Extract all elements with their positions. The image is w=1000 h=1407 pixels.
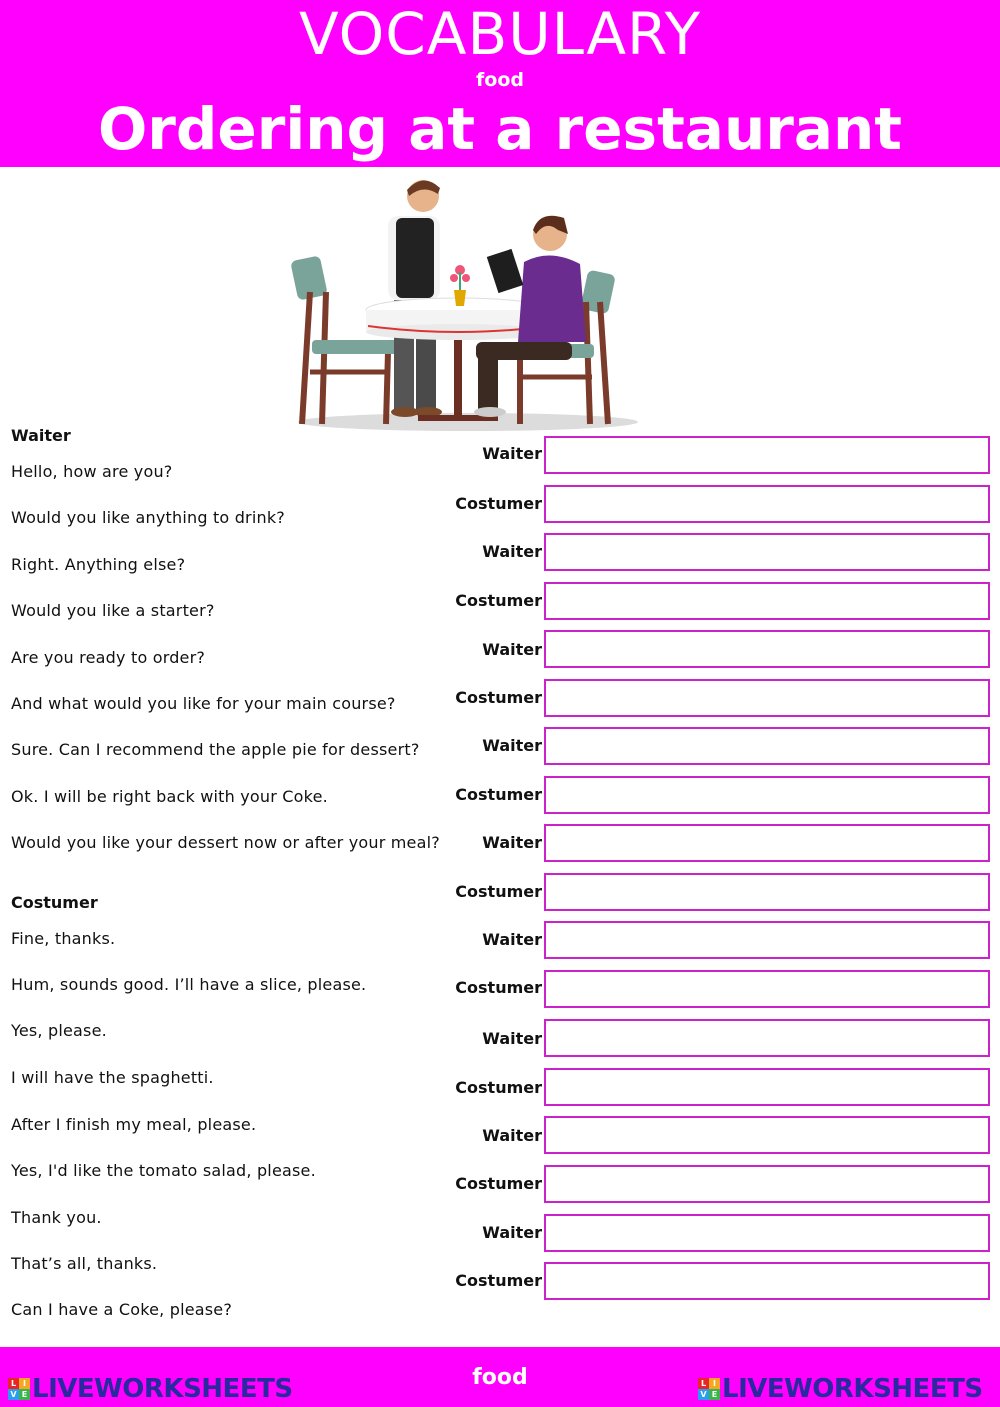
answer-box[interactable] xyxy=(544,727,990,765)
answer-box[interactable] xyxy=(544,1214,990,1252)
waiter-phrase: Ok. I will be right back with your Coke. xyxy=(11,787,328,806)
liveworksheets-icon: L I V E xyxy=(8,1378,30,1400)
role-label: Costumer xyxy=(455,688,542,707)
waiter-phrase: And what would you like for your main course? xyxy=(11,694,396,713)
answer-input[interactable] xyxy=(546,632,988,666)
costumer-phrase: After I finish my meal, please. xyxy=(11,1115,257,1134)
waiter-phrase: Sure. Can I recommend the apple pie for dessert? xyxy=(11,740,420,759)
costumer-phrase: Yes, I'd like the tomato salad, please. xyxy=(11,1161,316,1180)
answer-box[interactable] xyxy=(544,776,990,814)
answer-input[interactable] xyxy=(546,1070,988,1104)
restaurant-illustration xyxy=(288,172,638,434)
costumer-heading: Costumer xyxy=(11,893,98,912)
role-label: Costumer xyxy=(455,494,542,513)
answer-input[interactable] xyxy=(546,584,988,618)
answer-box[interactable] xyxy=(544,1165,990,1203)
role-label: Waiter xyxy=(482,736,542,755)
answer-box[interactable] xyxy=(544,485,990,523)
answer-box[interactable] xyxy=(544,679,990,717)
answer-box[interactable] xyxy=(544,1068,990,1106)
answer-input[interactable] xyxy=(546,681,988,715)
answer-box[interactable] xyxy=(544,921,990,959)
brand-text: LIVEWORKSHEETS xyxy=(32,1374,293,1404)
answer-input[interactable] xyxy=(546,1118,988,1152)
page-title: Ordering at a restaurant xyxy=(97,95,902,163)
answer-box[interactable] xyxy=(544,582,990,620)
costumer-phrase: Fine, thanks. xyxy=(11,929,116,948)
role-label: Waiter xyxy=(482,444,542,463)
role-label: Waiter xyxy=(482,833,542,852)
answer-box[interactable] xyxy=(544,630,990,668)
answer-input[interactable] xyxy=(546,729,988,763)
answer-box[interactable] xyxy=(544,824,990,862)
answer-box[interactable] xyxy=(544,970,990,1008)
costumer-phrase: Thank you. xyxy=(11,1208,102,1227)
answer-input[interactable] xyxy=(546,875,988,909)
answer-input[interactable] xyxy=(546,1264,988,1298)
costumer-phrase: Can I have a Coke, please? xyxy=(11,1300,233,1319)
answer-box[interactable] xyxy=(544,1019,990,1057)
answer-box[interactable] xyxy=(544,1262,990,1300)
role-label: Waiter xyxy=(482,1029,542,1048)
costumer-phrase: Hum, sounds good. I’ll have a slice, please. xyxy=(11,975,367,994)
answer-box[interactable] xyxy=(544,436,990,474)
waiter-phrase: Are you ready to order? xyxy=(11,648,206,667)
answer-input[interactable] xyxy=(546,1021,988,1055)
answer-input[interactable] xyxy=(546,778,988,812)
footer-banner xyxy=(0,1347,1000,1407)
answer-input[interactable] xyxy=(546,487,988,521)
category-label: VOCABULARY xyxy=(298,0,702,68)
role-label: Costumer xyxy=(455,1271,542,1290)
waiter-phrase: Would you like a starter? xyxy=(11,601,215,620)
role-label: Costumer xyxy=(455,1078,542,1097)
answer-input[interactable] xyxy=(546,972,988,1006)
role-label: Waiter xyxy=(482,1126,542,1145)
waiter-phrase: Would you like anything to drink? xyxy=(11,508,285,527)
waiter-phrase: Hello, how are you? xyxy=(11,462,173,481)
role-label: Costumer xyxy=(455,591,542,610)
answer-input[interactable] xyxy=(546,1216,988,1250)
role-label: Waiter xyxy=(482,930,542,949)
role-label: Costumer xyxy=(455,785,542,804)
brand-text: LIVEWORKSHEETS xyxy=(722,1374,983,1404)
waiter-heading: Waiter xyxy=(11,426,71,445)
costumer-phrase: I will have the spaghetti. xyxy=(11,1068,214,1087)
role-label: Waiter xyxy=(482,1223,542,1242)
waiter-phrase: Would you like your dessert now or after your meal? xyxy=(11,833,440,852)
footer-topic: food xyxy=(472,1365,528,1390)
answer-input[interactable] xyxy=(546,1167,988,1201)
answer-box[interactable] xyxy=(544,533,990,571)
topic-label: food xyxy=(476,69,524,91)
role-label: Waiter xyxy=(482,640,542,659)
answer-box[interactable] xyxy=(544,873,990,911)
costumer-phrase: That’s all, thanks. xyxy=(11,1254,158,1273)
role-label: Waiter xyxy=(482,542,542,561)
answer-input[interactable] xyxy=(546,438,988,472)
answer-box[interactable] xyxy=(544,1116,990,1154)
role-label: Costumer xyxy=(455,1174,542,1193)
answer-input[interactable] xyxy=(546,826,988,860)
role-label: Costumer xyxy=(455,978,542,997)
answer-input[interactable] xyxy=(546,923,988,957)
role-label: Costumer xyxy=(455,882,542,901)
liveworksheets-icon: L I V E xyxy=(698,1378,720,1400)
answer-input[interactable] xyxy=(546,535,988,569)
costumer-phrase: Yes, please. xyxy=(11,1021,107,1040)
liveworksheets-logo xyxy=(698,1375,983,1403)
waiter-phrase: Right. Anything else? xyxy=(11,555,186,574)
header-banner xyxy=(0,0,1000,167)
